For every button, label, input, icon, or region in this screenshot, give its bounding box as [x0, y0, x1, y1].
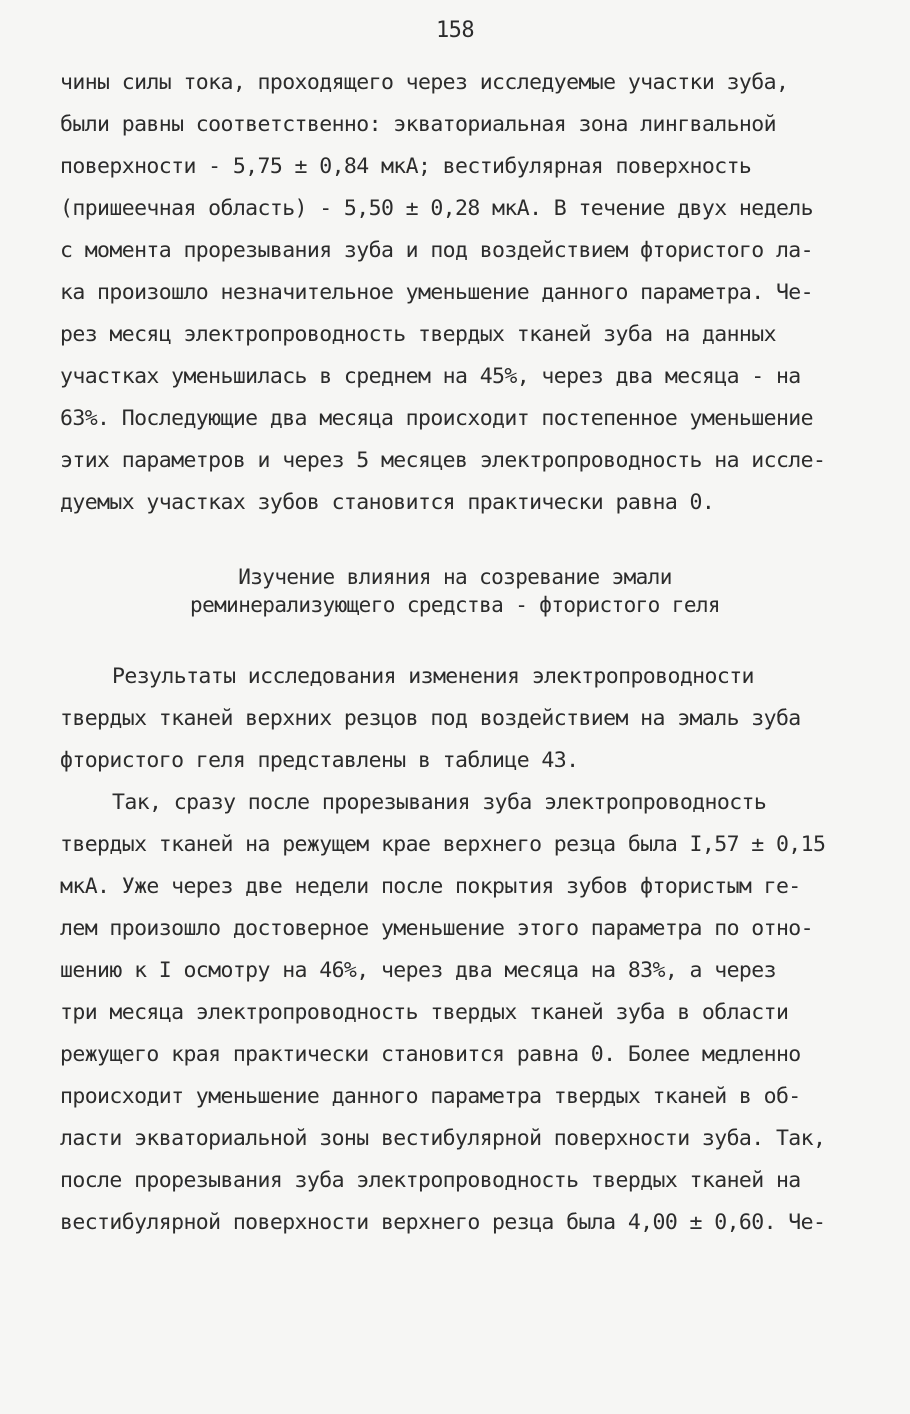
text-line: с момента прорезывания зуба и под воздействием фтористого ла- [60, 238, 813, 263]
heading-line: реминерализующего средства - фтористого геля [190, 593, 720, 617]
text-line: участках уменьшилась в среднем на 45%, через два месяца - на [60, 364, 801, 389]
text-line: Результаты исследования изменения электропроводности [112, 664, 754, 689]
text-line: лем произошло достоверное уменьшение этого параметра по отно- [60, 916, 813, 941]
page-number: 158 [436, 18, 474, 43]
text-line: происходит уменьшение данного параметра твердых тканей в об- [60, 1084, 801, 1109]
text-line: дуемых участках зубов становится практически равна 0. [60, 490, 715, 515]
text-line: были равны соответственно: экваториальная зона лингвальной [60, 112, 776, 137]
text-line: рез месяц электропроводность твердых тканей зуба на данных [60, 322, 776, 347]
text-line: после прорезывания зуба электропроводность твердых тканей на [60, 1168, 801, 1193]
text-line: 63%. Последующие два месяца происходит постепенное уменьшение [60, 406, 813, 431]
text-line: этих параметров и через 5 месяцев электропроводность на иссле- [60, 448, 826, 473]
text-line: ка произошло незначительное уменьшение данного параметра. Че- [60, 280, 813, 305]
text-line: три месяца электропроводность твердых тканей зуба в области [60, 1000, 789, 1025]
text-line: твердых тканей верхних резцов под воздействием на эмаль зуба [60, 706, 801, 731]
text-line: шению к I осмотру на 46%, через два месяца на 83%, а через [60, 958, 776, 983]
text-line: режущего края практически становится равна 0. Более медленно [60, 1042, 801, 1067]
heading-line: Изучение влияния на созревание эмали [238, 565, 672, 589]
text-line: чины силы тока, проходящего через исследуемые участки зуба, [60, 70, 789, 95]
text-line: твердых тканей на режущем крае верхнего резца была I,57 ± 0,15 [60, 832, 826, 857]
text-line: Так, сразу после прорезывания зуба электропроводность [112, 790, 767, 815]
text-line: ласти экваториальной зоны вестибулярной поверхности зуба. Так, [60, 1126, 826, 1151]
text-line: вестибулярной поверхности верхнего резца была 4,00 ± 0,60. Че- [60, 1210, 826, 1235]
text-line: фтористого геля представлены в таблице 43. [60, 748, 579, 773]
text-line: (пришеечная область) - 5,50 ± 0,28 мкА. В течение двух недель [60, 196, 813, 221]
text-line: мкА. Уже через две недели после покрытия зубов фтористым ге- [60, 874, 801, 899]
text-line: поверхности - 5,75 ± 0,84 мкА; вестибулярная поверхность [60, 154, 752, 179]
